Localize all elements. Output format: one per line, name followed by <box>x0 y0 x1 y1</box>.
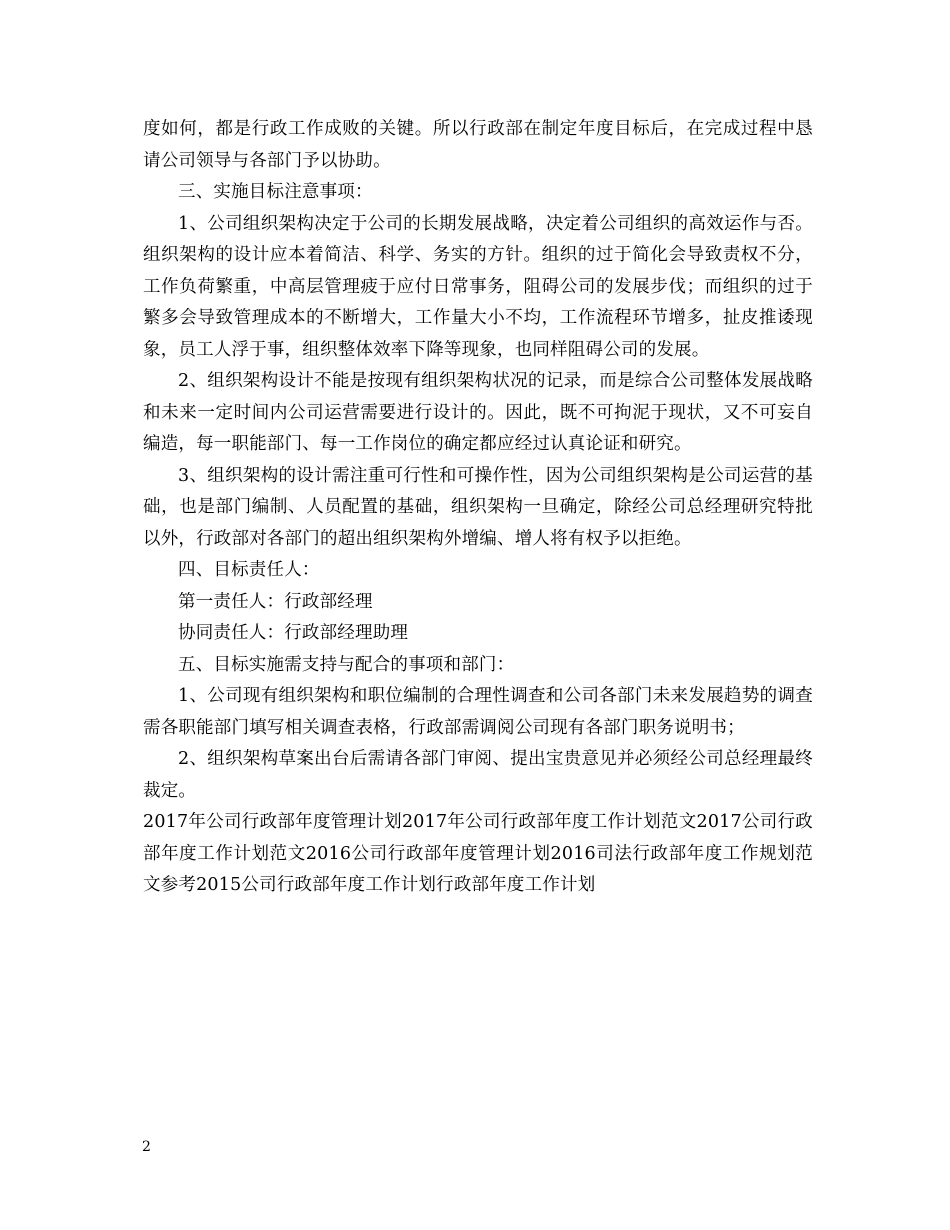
paragraph-note-1: 1、公司组织架构决定于公司的长期发展战略，决定着公司组织的高效运作与否。组织架构的设计应本着简洁、科学、务实的方针。组织的过于简化会导致责权不分，工作负荷繁重，中高层管理疲于应付日常事务，阻碍公司的发展步伐；而组织的过于繁多会导致管理成本的不断增大，工作量大小不均，工作流程环节增多，扯皮推诿现象，员工人浮于事，组织整体效率下降等现象，也同样阻碍公司的发展。 <box>143 213 813 360</box>
paragraph-support-2: 2、组织架构草案出台后需请各部门审阅、提出宝贵意见并必须经公司总经理最终裁定。 <box>143 749 813 801</box>
paragraph-support-1: 1、公司现有组织架构和职位编制的合理性调查和公司各部门未来发展趋势的调查需各职能部门填写相关调查表格，行政部需调阅公司现有各部门职务说明书； <box>143 686 813 738</box>
section-heading-responsible-persons: 四、目标责任人： <box>178 560 320 580</box>
paragraph-continuation: 度如何，都是行政工作成败的关键。所以行政部在制定年度目标后，在完成过程中恳请公司领导与各部门予以协助。 <box>143 119 813 171</box>
paragraph-note-2: 2、组织架构设计不能是按现有组织架构状况的记录，而是综合公司整体发展战略和未来一定时间内公司运营需要进行设计的。因此，既不可拘泥于现状，又不可妄自编造，每一职能部门、每一工作岗位的确定都应经过认真论证和研究。 <box>143 371 813 454</box>
paragraph-primary-responsible: 第一责任人：行政部经理 <box>178 591 373 612</box>
section-heading-implementation-notes: 三、实施目标注意事项： <box>178 182 373 202</box>
related-titles-list: 2017年公司行政部年度管理计划2017年公司行政部年度工作计划范文2017公司行政部年度工作计划范文2016公司行政部年度管理计划2016司法行政部年度工作规划范文参考2015公司行政部年度工作计划行政部年度工作计划 <box>143 812 813 895</box>
paragraph-co-responsible: 协同责任人：行政部经理助理 <box>178 623 409 643</box>
page-number: 2 <box>142 1139 151 1155</box>
page-body <box>143 114 813 902</box>
paragraph-note-3: 3、组织架构的设计需注重可行性和可操作性，因为公司组织架构是公司运营的基础，也是部门编制、人员配置的基础，组织架构一旦确定，除经公司总经理研究特批以外，行政部对各部门的超出组织架构外增编、增人将有权予以拒绝。 <box>143 465 813 549</box>
section-heading-support-items: 五、目标实施需支持与配合的事项和部门： <box>178 654 515 675</box>
